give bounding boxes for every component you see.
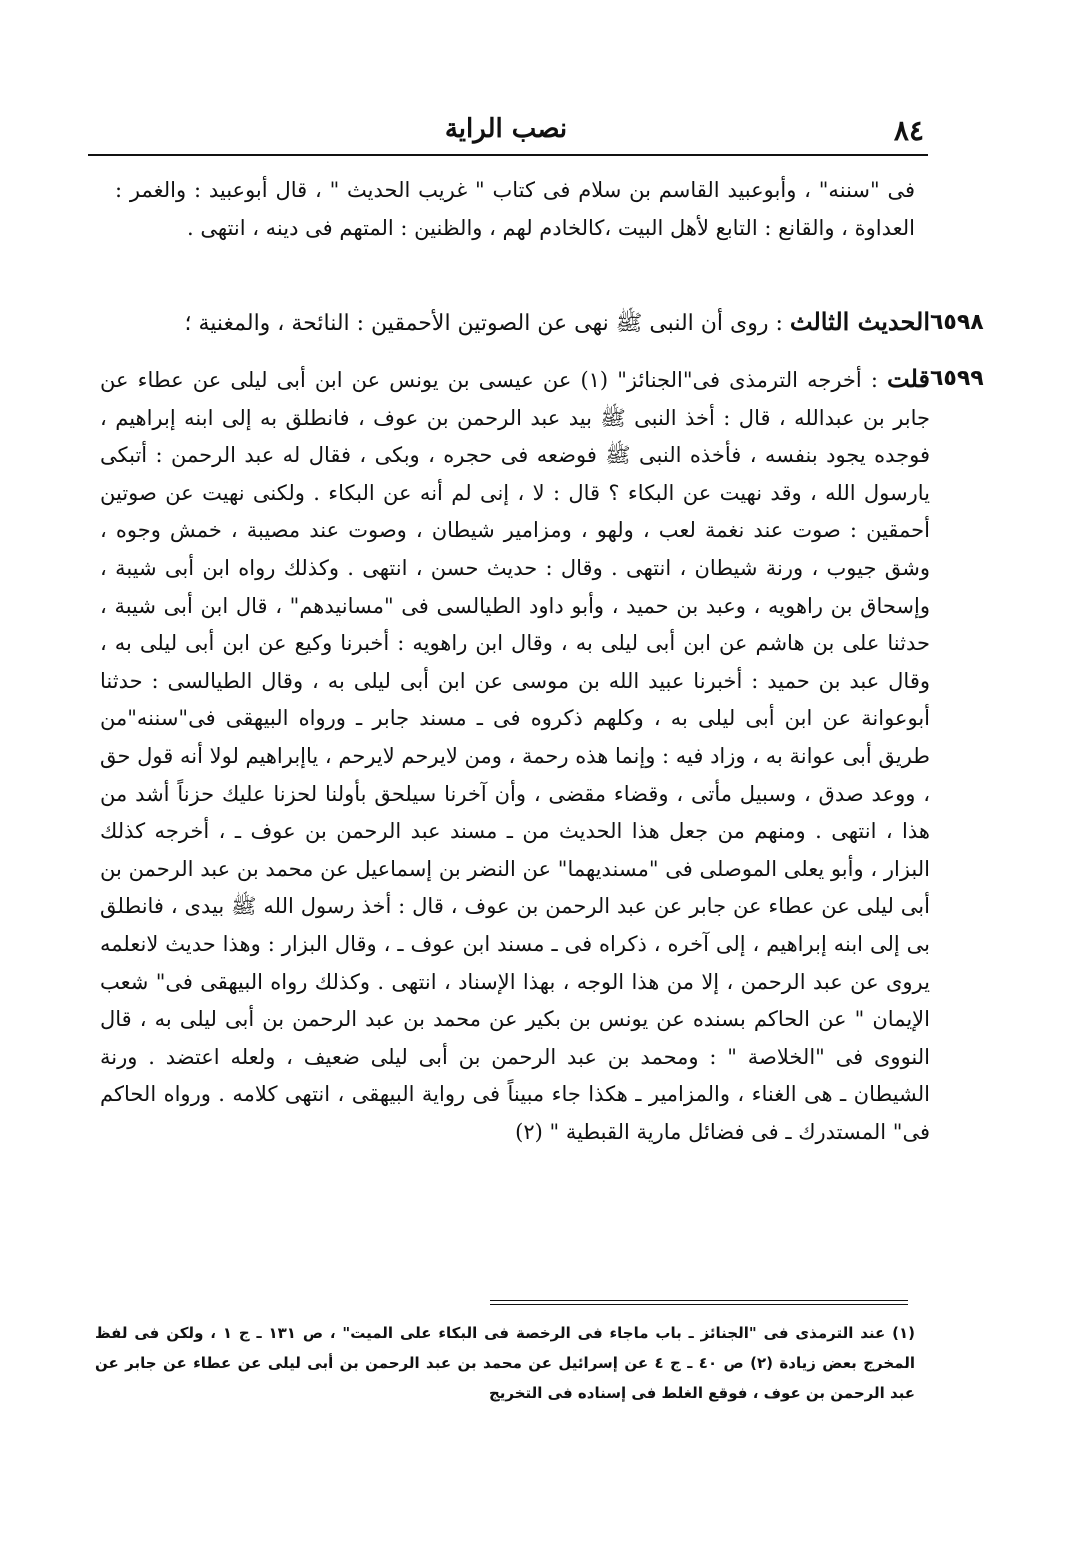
entry-lead: الحديث الثالث <box>789 307 930 336</box>
running-title: نصب الراية <box>444 114 568 144</box>
intro-paragraph: فى "سننه" ، وأبوعبيد القاسم بن سلام فى كتاب " غريب الحديث " ، قال أبوعبيد : والغمر : العداوة ، والقانع : التابع لأهل البيت ،كالخادم لهم ، والظنين : المتهم فى دينه ، انتهى . <box>115 178 915 240</box>
footnote-rule <box>490 1300 908 1301</box>
entry-number: ٦٥٩٨ <box>930 310 984 335</box>
footnote-rule <box>490 1304 908 1305</box>
entry-text: : أخرجه الترمذى فى"الجنائز" (١) عن عيسى بن يونس عن ابن أبى ليلى عن عطاء عن جابر بن عبدالله ، قال : أخذ النبى ﷺ بيد عبد الرحمن بن عوف ، فانطلق به إلى ابنه إبراهيم ، فوجده يجود بنفسه ، فأخذه النبى ﷺ فوضعه فى حجره ، وبكى ، فقال له عبد الرحمن : أتبكى يارسول الله ، وقد نهيت عن البكاء ؟ قال : لا ، إنى لم أنه عن البكاء . ولكنى نهيت عن صوتين أحمقين : صوت عند نغمة لعب ، ولهو ، ومزامير شيطان ، وصوت عند مصيبة ، خمش وجوه ، وشق جيوب ، ورنة شيطان ، انتهى . وقال : حديث حسن ، انتهى . وكذلك رواه ابن أبى شيبة ، وإسحاق بن راهويه ، وعبد بن حميد ، وأبو داود الطيالسى فى "مسانيدهم" ، قال ابن أبى شيبة ، حدثنا على بن هاشم عن ابن أبى ليلى به ، وقال ابن راهويه : أخبرنا وكيع عن ابن أبى ليلى به ، وقال عبد بن حميد : أخبرنا عبيد الله بن موسى عن ابن أبى ليلى به ، وقال الطيالسى : حدثنا أبوعوانة عن ابن أبى ليلى به ، وكلهم ذكروه فى ـ مسند جابر ـ ورواه البيهقى فى"سننه"من طريق أبى عوانة به ، وزاد فيه : وإنما هذه رحمة ، ومن لايرحم لايرحم ، ياإبراهيم لولا أنه قول حق ، ووعد صدق ، وسبيل مأتى ، وقضاء مقضى ، وأن آخرنا سيلحق بأولنا لحزنا عليك حزناً أشد من هذا ، انتهى . ومنهم من جعل هذا الحديث من ـ مسند عبد الرحمن بن عوف ـ ، أخرجه كذلك البزار ، وأبو يعلى الموصلى فى "مسنديهما" عن النضر بن إسماعيل عن محمد بن عبد الرحمن بن أبى ليلى عن عطاء عن جابر عن عبد الرحمن بن عوف ، قال : أخذ رسول الله ﷺ بيدى ، فانطلق بى إلى ابنه إبراهيم ، إلى آخره ، ذكراه فى ـ مسند ابن عوف ـ ، وقال البزار : وهذا حديث لانعلمه يروى عن عبد الرحمن ، إلا من هذا الوجه ، بهذا الإسناد ، انتهى . وكذلك رواه البيهقى فى" شعب الإيمان " عن الحاكم بسنده عن يونس بن بكير عن محمد بن عبد الرحمن بن أبى ليلى به ، قال النووى فى "الخلاصة " : ومحمد بن عبد الرحمن بن أبى ليلى ضعيف ، ولعله اعتضد . ورنة الشيطان ـ هى الغناء ، والمزامير ـ هكذا جاء مبيناً فى رواية البيهقى ، انتهى كلامه . ورواه الحاكم فى" المستدرك ـ فى فضائل مارية القبطية " (٢) <box>100 368 930 1144</box>
commentary-entry <box>100 360 930 1151</box>
entry-text: : روى أن النبى ﷺ نهى عن الصوتين الأحمقين : النائحة ، والمغنية ؛ <box>184 311 783 336</box>
hadith-entry <box>110 302 930 344</box>
header-rule <box>88 154 928 156</box>
footnotes: (١) عند الترمذى فى "الجنائز ـ باب ماجاء فى الرخصة فى البكاء على الميت" ، ص ١٣١ ـ ج ١ ، ولكن فى لفظ المخرج بعض زيادة (٢) ص ٤٠ ـ ج ٤ عن إسرائيل عن محمد بن عبد الرحمن بن أبى ليلى عن عطاء عن جابر عن عبد الرحمن بن عوف ، فوقع الغلط فى إسناده فى التخريج <box>95 1324 915 1402</box>
page-header <box>88 108 924 156</box>
entry-number: ٦٥٩٩ <box>930 366 984 391</box>
entry-lead: قلت <box>887 364 930 393</box>
page-number: ٨٤ <box>893 114 924 147</box>
